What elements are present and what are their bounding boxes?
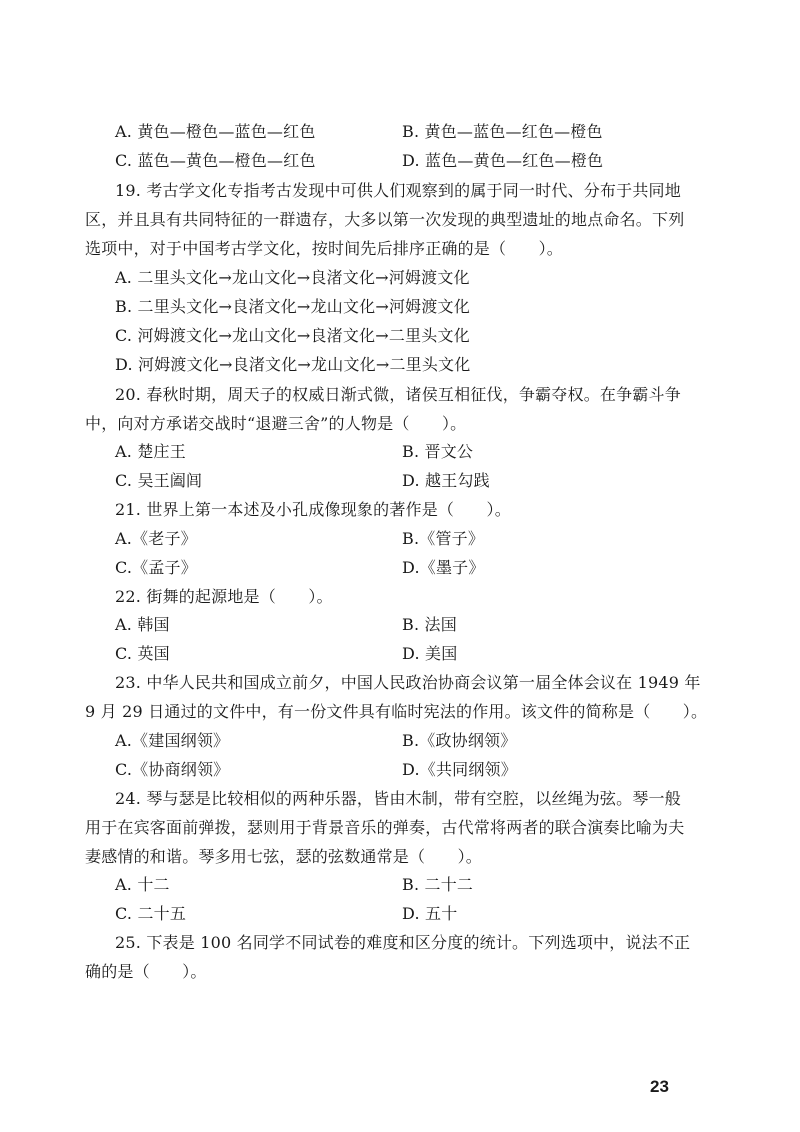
q23-option-d: D.《共同纲领》	[402, 760, 517, 779]
q23-option-b: B.《政协纲领》	[402, 731, 517, 750]
q20-option-c: C. 吴王阖闾	[115, 471, 203, 490]
q19-stem-line-1: 19. 考古学文化专指考古发现中可供人们观察到的属于同一时代、分布于共同地	[115, 181, 681, 200]
q24-stem-line-1: 24. 琴与瑟是比较相似的两种乐器，皆由木制，带有空腔，以丝绳为弦。琴一般	[115, 789, 681, 808]
q19-stem-line-2: 区，并且具有共同特征的一群遗存，大多以第一次发现的典型遗址的地点命名。下列	[85, 210, 685, 229]
q21-stem: 21. 世界上第一本述及小孔成像现象的著作是（ ）。	[115, 500, 511, 519]
q18-option-d: D. 蓝色—黄色—红色—橙色	[402, 151, 604, 170]
q18-option-a: A. 黄色—橙色—蓝色—红色	[115, 122, 316, 141]
q19-option-b: B. 二里头文化→良渚文化→龙山文化→河姆渡文化	[115, 297, 470, 316]
q22-option-c: C. 英国	[115, 644, 170, 663]
q23-option-c: C.《协商纲领》	[115, 760, 230, 779]
q19-stem-line-3: 选项中，对于中国考古学文化，按时间先后排序正确的是（ ）。	[85, 239, 564, 258]
q25-stem-line-2: 确的是（ ）。	[85, 962, 207, 981]
q20-option-b: B. 晋文公	[402, 442, 474, 461]
q22-option-a: A. 韩国	[115, 615, 170, 634]
q18-option-c: C. 蓝色—黄色—橙色—红色	[115, 151, 316, 170]
q21-option-c: C.《孟子》	[115, 558, 197, 577]
q23-stem-line-2: 9 月 29 日通过的文件中，有一份文件具有临时宪法的作用。该文件的简称是（ ）。	[85, 702, 708, 721]
q23-stem-line-1: 23. 中华人民共和国成立前夕，中国人民政治协商会议第一届全体会议在 1949 年	[115, 673, 701, 692]
q19-option-a: A. 二里头文化→龙山文化→良渚文化→河姆渡文化	[115, 268, 470, 287]
q21-option-b: B.《管子》	[402, 529, 485, 548]
q25-stem-line-1: 25. 下表是 100 名同学不同试卷的难度和区分度的统计。下列选项中，说法不正	[115, 933, 691, 952]
q24-option-c: C. 二十五	[115, 904, 187, 923]
q20-option-d: D. 越王勾践	[402, 471, 490, 490]
q20-option-a: A. 楚庄王	[115, 442, 186, 461]
q24-option-d: D. 五十	[402, 904, 458, 923]
q24-stem-line-3: 妻感情的和谐。琴多用七弦，瑟的弦数通常是（ ）。	[85, 847, 483, 866]
q22-option-d: D. 美国	[402, 644, 458, 663]
q24-stem-line-2: 用于在宾客面前弹拨，瑟则用于背景音乐的弹奏，古代常将两者的联合演奏比喻为夫	[85, 818, 685, 837]
q24-option-a: A. 十二	[115, 875, 170, 894]
q21-option-d: D.《墨子》	[402, 558, 485, 577]
q19-option-c: C. 河姆渡文化→龙山文化→良渚文化→二里头文化	[115, 326, 470, 345]
q18-option-b: B. 黄色—蓝色—红色—橙色	[402, 122, 603, 141]
q24-option-b: B. 二十二	[402, 875, 474, 894]
page-number: 23	[650, 1077, 669, 1096]
q23-option-a: A.《建国纲领》	[115, 731, 230, 750]
q22-stem: 22. 街舞的起源地是（ ）。	[115, 587, 333, 606]
q21-option-a: A.《老子》	[115, 529, 197, 548]
q20-stem-line-2: 中，向对方承诺交战时“退避三舍”的人物是（ ）。	[85, 414, 467, 433]
q19-option-d: D. 河姆渡文化→良渚文化→龙山文化→二里头文化	[115, 355, 471, 374]
q20-stem-line-1: 20. 春秋时期，周天子的权威日渐式微，诸侯互相征伐，争霸夺权。在争霸斗争	[115, 385, 681, 404]
q22-option-b: B. 法国	[402, 615, 457, 634]
